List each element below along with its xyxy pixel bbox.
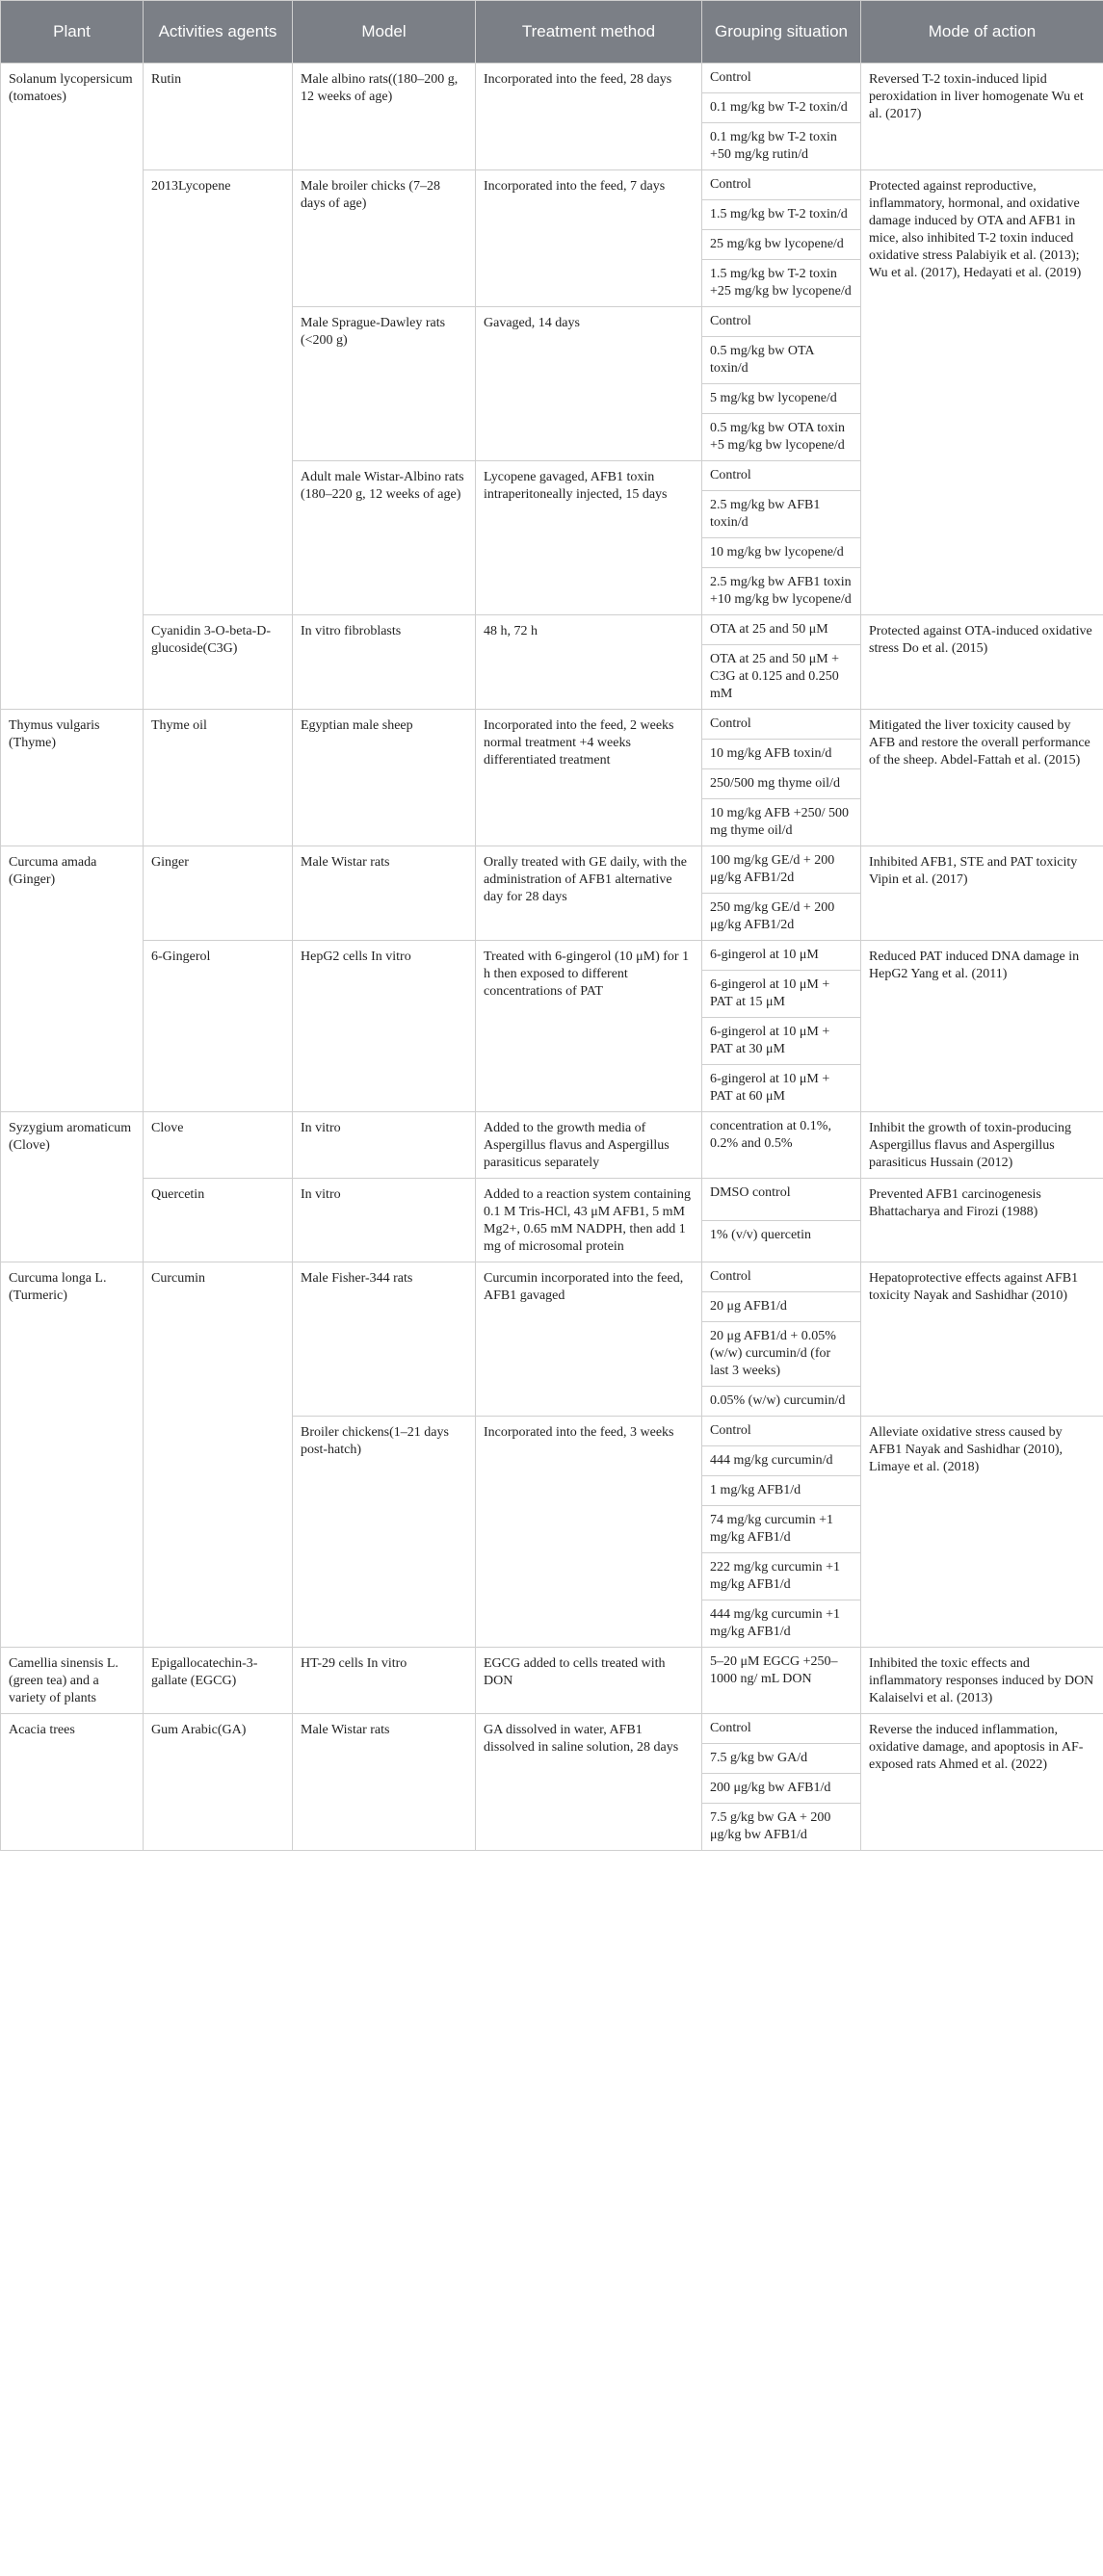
agent-cell: Rutin [144, 64, 293, 170]
treatment-cell: Incorporated into the feed, 28 days [476, 64, 702, 170]
group-cell: Control [702, 170, 861, 200]
table-header [1, 1, 1103, 64]
agent-cell: Clove [144, 1112, 293, 1179]
header-row [1, 1, 1103, 64]
mode-cell: Prevented AFB1 carcinogenesis Bhattacharya and Firozi (1988) [861, 1179, 1103, 1262]
model-cell: Broiler chickens(1–21 days post-hatch) [293, 1417, 476, 1648]
group-cell: 0.1 mg/kg bw T-2 toxin/d [702, 93, 861, 123]
header-treatment-method: Treatment method [476, 1, 702, 64]
mode-cell: Alleviate oxidative stress caused by AFB1 Nayak and Sashidhar (2010), Limaye et al. (2018) [861, 1417, 1103, 1648]
mode-cell: Protected against reproductive, inflammatory, hormonal, and oxidative damage induced by OTA and AFB1 in mice, also inhibited T-2 toxin induced oxidative stress Palabiyik et al. (2013); Wu et al. (2017), Hedayati et al. (2019) [861, 170, 1103, 615]
group-cell: Control [702, 307, 861, 337]
model-cell: Male albino rats((180–200 g, 12 weeks of age) [293, 64, 476, 170]
group-cell: 0.5 mg/kg bw OTA toxin/d [702, 337, 861, 384]
plant-cell: Acacia trees [1, 1714, 144, 1851]
mode-cell: Mitigated the liver toxicity caused by AFB and restore the overall performance of the sheep. Abdel-Fattah et al. (2015) [861, 710, 1103, 846]
table-row [1, 941, 1103, 971]
treatment-cell: Incorporated into the feed, 7 days [476, 170, 702, 307]
agent-cell: Curcumin [144, 1262, 293, 1648]
group-cell: 6-gingerol at 10 μM + PAT at 30 μM [702, 1018, 861, 1065]
model-cell: Male Wistar rats [293, 1714, 476, 1851]
group-cell: 0.05% (w/w) curcumin/d [702, 1387, 861, 1417]
treatment-cell: EGCG added to cells treated with DON [476, 1648, 702, 1714]
table-row [1, 1262, 1103, 1292]
treatment-cell: Gavaged, 14 days [476, 307, 702, 461]
mode-cell: Hepatoprotective effects against AFB1 toxicity Nayak and Sashidhar (2010) [861, 1262, 1103, 1417]
agent-cell: Cyanidin 3-O-beta-D-glucoside(C3G) [144, 615, 293, 710]
group-cell: 10 mg/kg bw lycopene/d [702, 538, 861, 568]
group-cell: 250/500 mg thyme oil/d [702, 769, 861, 799]
table-row [1, 1648, 1103, 1714]
group-cell: 6-gingerol at 10 μM + PAT at 15 μM [702, 971, 861, 1018]
group-cell: 10 mg/kg AFB toxin/d [702, 740, 861, 769]
group-cell: Control [702, 461, 861, 491]
group-cell: Control [702, 64, 861, 93]
model-cell: Male broiler chicks (7–28 days of age) [293, 170, 476, 307]
plant-cell: Syzygium aromaticum (Clove) [1, 1112, 144, 1262]
model-cell: HT-29 cells In vitro [293, 1648, 476, 1714]
treatment-cell: Curcumin incorporated into the feed, AFB1 gavaged [476, 1262, 702, 1417]
group-cell: 0.1 mg/kg bw T-2 toxin +50 mg/kg rutin/d [702, 123, 861, 170]
mode-cell: Reverse the induced inflammation, oxidative damage, and apoptosis in AF-exposed rats Ahmed et al. (2022) [861, 1714, 1103, 1851]
group-cell: 7.5 g/kg bw GA + 200 μg/kg bw AFB1/d [702, 1804, 861, 1851]
header-plant: Plant [1, 1, 144, 64]
table-row [1, 64, 1103, 93]
model-cell: Adult male Wistar-Albino rats (180–220 g, 12 weeks of age) [293, 461, 476, 615]
model-cell: In vitro [293, 1112, 476, 1179]
group-cell: 5–20 μM EGCG +250–1000 ng/ mL DON [702, 1648, 861, 1714]
group-cell: 222 mg/kg curcumin +1 mg/kg AFB1/d [702, 1553, 861, 1600]
group-cell: 6-gingerol at 10 μM [702, 941, 861, 971]
agent-cell: Thyme oil [144, 710, 293, 846]
mode-cell: Inhibit the growth of toxin-producing Aspergillus flavus and Aspergillus parasiticus Hussain (2012) [861, 1112, 1103, 1179]
treatment-cell: Orally treated with GE daily, with the administration of AFB1 alternative day for 28 days [476, 846, 702, 941]
table-row [1, 170, 1103, 200]
table-row [1, 615, 1103, 645]
group-cell: 2.5 mg/kg bw AFB1 toxin +10 mg/kg bw lycopene/d [702, 568, 861, 615]
group-cell: DMSO control [702, 1179, 861, 1221]
plant-cell: Solanum lycopersicum (tomatoes) [1, 64, 144, 710]
group-cell: 100 mg/kg GE/d + 200 μg/kg AFB1/2d [702, 846, 861, 894]
model-cell: Egyptian male sheep [293, 710, 476, 846]
group-cell: 5 mg/kg bw lycopene/d [702, 384, 861, 414]
mode-cell: Reduced PAT induced DNA damage in HepG2 Yang et al. (2011) [861, 941, 1103, 1112]
mode-cell: Inhibited the toxic effects and inflammatory responses induced by DON Kalaiselvi et al. (2013) [861, 1648, 1103, 1714]
treatment-cell: Added to the growth media of Aspergillus flavus and Aspergillus parasiticus separately [476, 1112, 702, 1179]
model-cell: Male Fisher-344 rats [293, 1262, 476, 1417]
group-cell: OTA at 25 and 50 μM [702, 615, 861, 645]
group-cell: 444 mg/kg curcumin +1 mg/kg AFB1/d [702, 1600, 861, 1648]
group-cell: 250 mg/kg GE/d + 200 μg/kg AFB1/2d [702, 894, 861, 941]
treatment-cell: Incorporated into the feed, 2 weeks normal treatment +4 weeks differentiated treatment [476, 710, 702, 846]
treatment-cell: 48 h, 72 h [476, 615, 702, 710]
group-cell: 1 mg/kg AFB1/d [702, 1476, 861, 1506]
group-cell: 7.5 g/kg bw GA/d [702, 1744, 861, 1774]
agent-cell: Ginger [144, 846, 293, 941]
plant-cell: Thymus vulgaris (Thyme) [1, 710, 144, 846]
model-cell: Male Sprague-Dawley rats (<200 g) [293, 307, 476, 461]
group-cell: 444 mg/kg curcumin/d [702, 1446, 861, 1476]
group-cell: 0.5 mg/kg bw OTA toxin +5 mg/kg bw lycopene/d [702, 414, 861, 461]
group-cell: OTA at 25 and 50 μM + C3G at 0.125 and 0.250 mM [702, 645, 861, 710]
treatment-cell: Incorporated into the feed, 3 weeks [476, 1417, 702, 1648]
model-cell: HepG2 cells In vitro [293, 941, 476, 1112]
group-cell: 74 mg/kg curcumin +1 mg/kg AFB1/d [702, 1506, 861, 1553]
group-cell: concentration at 0.1%, 0.2% and 0.5% [702, 1112, 861, 1179]
treatment-cell: GA dissolved in water, AFB1 dissolved in saline solution, 28 days [476, 1714, 702, 1851]
group-cell: 1.5 mg/kg bw T-2 toxin +25 mg/kg bw lycopene/d [702, 260, 861, 307]
model-cell: In vitro [293, 1179, 476, 1262]
group-cell: Control [702, 1714, 861, 1744]
group-cell: Control [702, 1417, 861, 1446]
agent-cell: 6-Gingerol [144, 941, 293, 1112]
treatment-cell: Lycopene gavaged, AFB1 toxin intraperitoneally injected, 15 days [476, 461, 702, 615]
model-cell: In vitro fibroblasts [293, 615, 476, 710]
table-row [1, 1179, 1103, 1221]
header-mode-of-action: Mode of action [861, 1, 1103, 64]
model-cell: Male Wistar rats [293, 846, 476, 941]
mode-cell: Protected against OTA-induced oxidative stress Do et al. (2015) [861, 615, 1103, 710]
agent-cell: Epigallocatechin-3-gallate (EGCG) [144, 1648, 293, 1714]
plant-cell: Curcuma longa L. (Turmeric) [1, 1262, 144, 1648]
plant-cell: Curcuma amada (Ginger) [1, 846, 144, 1112]
mode-cell: Inhibited AFB1, STE and PAT toxicity Vipin et al. (2017) [861, 846, 1103, 941]
treatment-cell: Added to a reaction system containing 0.1 M Tris-HCl, 43 μM AFB1, 5 mM Mg2+, 0.65 mM NADPH, then add 1 mg of microsomal protein [476, 1179, 702, 1262]
group-cell: 10 mg/kg AFB +250/ 500 mg thyme oil/d [702, 799, 861, 846]
group-cell: 6-gingerol at 10 μM + PAT at 60 μM [702, 1065, 861, 1112]
group-cell: Control [702, 1262, 861, 1292]
group-cell: 20 μg AFB1/d + 0.05% (w/w) curcumin/d (for last 3 weeks) [702, 1322, 861, 1387]
header-activities-agents: Activities agents [144, 1, 293, 64]
agent-cell: Quercetin [144, 1179, 293, 1262]
group-cell: 1.5 mg/kg bw T-2 toxin/d [702, 200, 861, 230]
table-row [1, 1112, 1103, 1179]
group-cell: 200 μg/kg bw AFB1/d [702, 1774, 861, 1804]
table-body [1, 64, 1103, 1851]
group-cell: 1% (v/v) quercetin [702, 1220, 861, 1262]
table-row [1, 846, 1103, 894]
agent-cell: Gum Arabic(GA) [144, 1714, 293, 1851]
treatment-cell: Treated with 6-gingerol (10 μM) for 1 h then exposed to different concentrations of PAT [476, 941, 702, 1112]
group-cell: Control [702, 710, 861, 740]
header-model: Model [293, 1, 476, 64]
group-cell: 25 mg/kg bw lycopene/d [702, 230, 861, 260]
table-row [1, 710, 1103, 740]
group-cell: 2.5 mg/kg bw AFB1 toxin/d [702, 491, 861, 538]
header-grouping-situation: Grouping situation [702, 1, 861, 64]
group-cell: 20 μg AFB1/d [702, 1292, 861, 1322]
table-row [1, 1714, 1103, 1744]
mode-cell: Reversed T-2 toxin-induced lipid peroxidation in liver homogenate Wu et al. (2017) [861, 64, 1103, 170]
plant-cell: Camellia sinensis L. (green tea) and a variety of plants [1, 1648, 144, 1714]
agent-cell: 2013Lycopene [144, 170, 293, 615]
